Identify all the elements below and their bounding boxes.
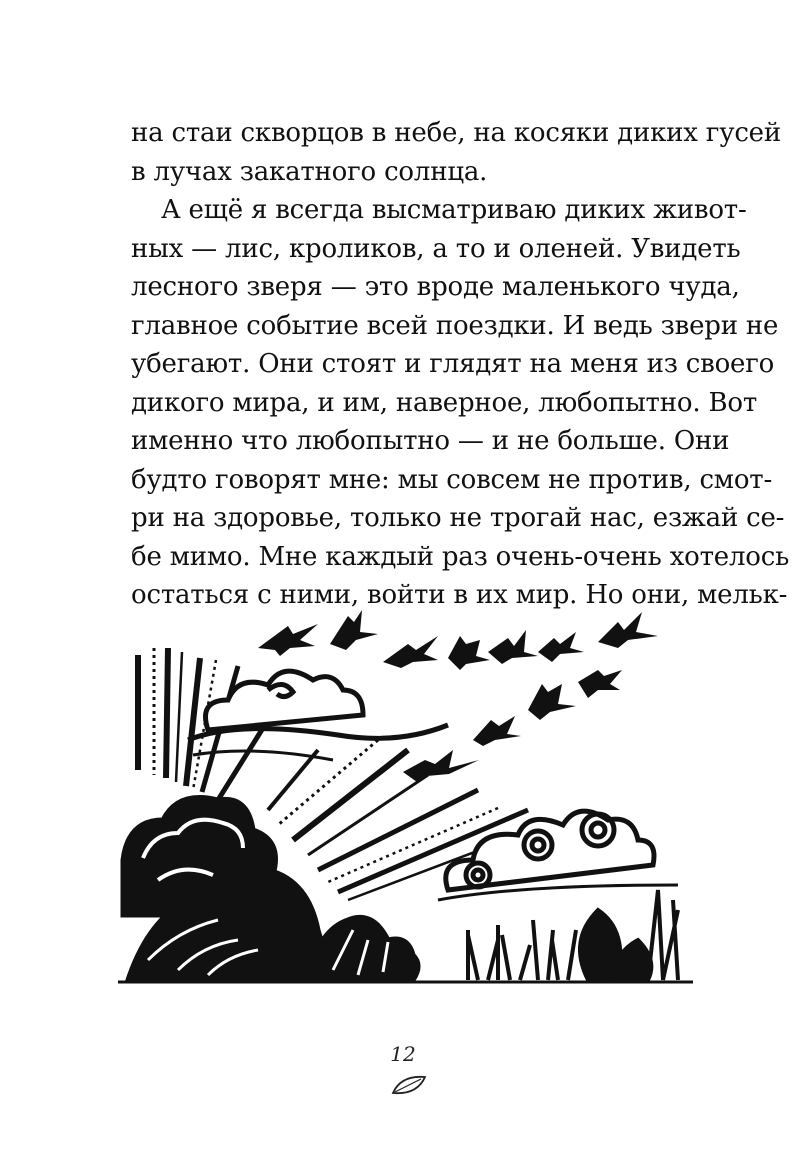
text-line: на стаи скворцов в небе, на косяки диких гусей [131,118,781,148]
landscape-with-geese-illustration [118,600,693,995]
text-line: убегают. Они стоят и глядят на меня из своего [131,349,775,379]
text-line: именно что любопытно — и не больше. Они [131,426,730,456]
foreground-bushes [123,798,418,981]
text-line: лесного зверя — это вроде маленького чуда, [131,272,740,302]
body-text [131,114,790,615]
text-line: в лучах закатного солнца. [131,156,488,187]
text-line: ных — лис, кроликов, а то и оленей. Увидеть [131,233,741,264]
page-number: 12 [390,1042,416,1066]
leaf-icon [389,1073,429,1097]
text-line: дикого мира, и им, наверное, любопытно. Вот [131,387,758,418]
upper-cloud [188,671,448,760]
right-cloud [438,811,678,900]
text-line: ри на здоровье, только не трогай нас, езжай се- [131,503,785,533]
text-line: А ещё я всегда высматриваю диких живот- [161,195,747,225]
text-line: главное событие всей поездки. И ведь звери не [131,310,779,341]
text-line: бе мимо. Мне каждый раз очень-очень хотелось [131,541,790,572]
text-line: остаться с ними, войти в их мир. Но они, мельк- [131,580,788,610]
text-line: будто говорят мне: мы совсем не против, смот- [131,464,773,495]
